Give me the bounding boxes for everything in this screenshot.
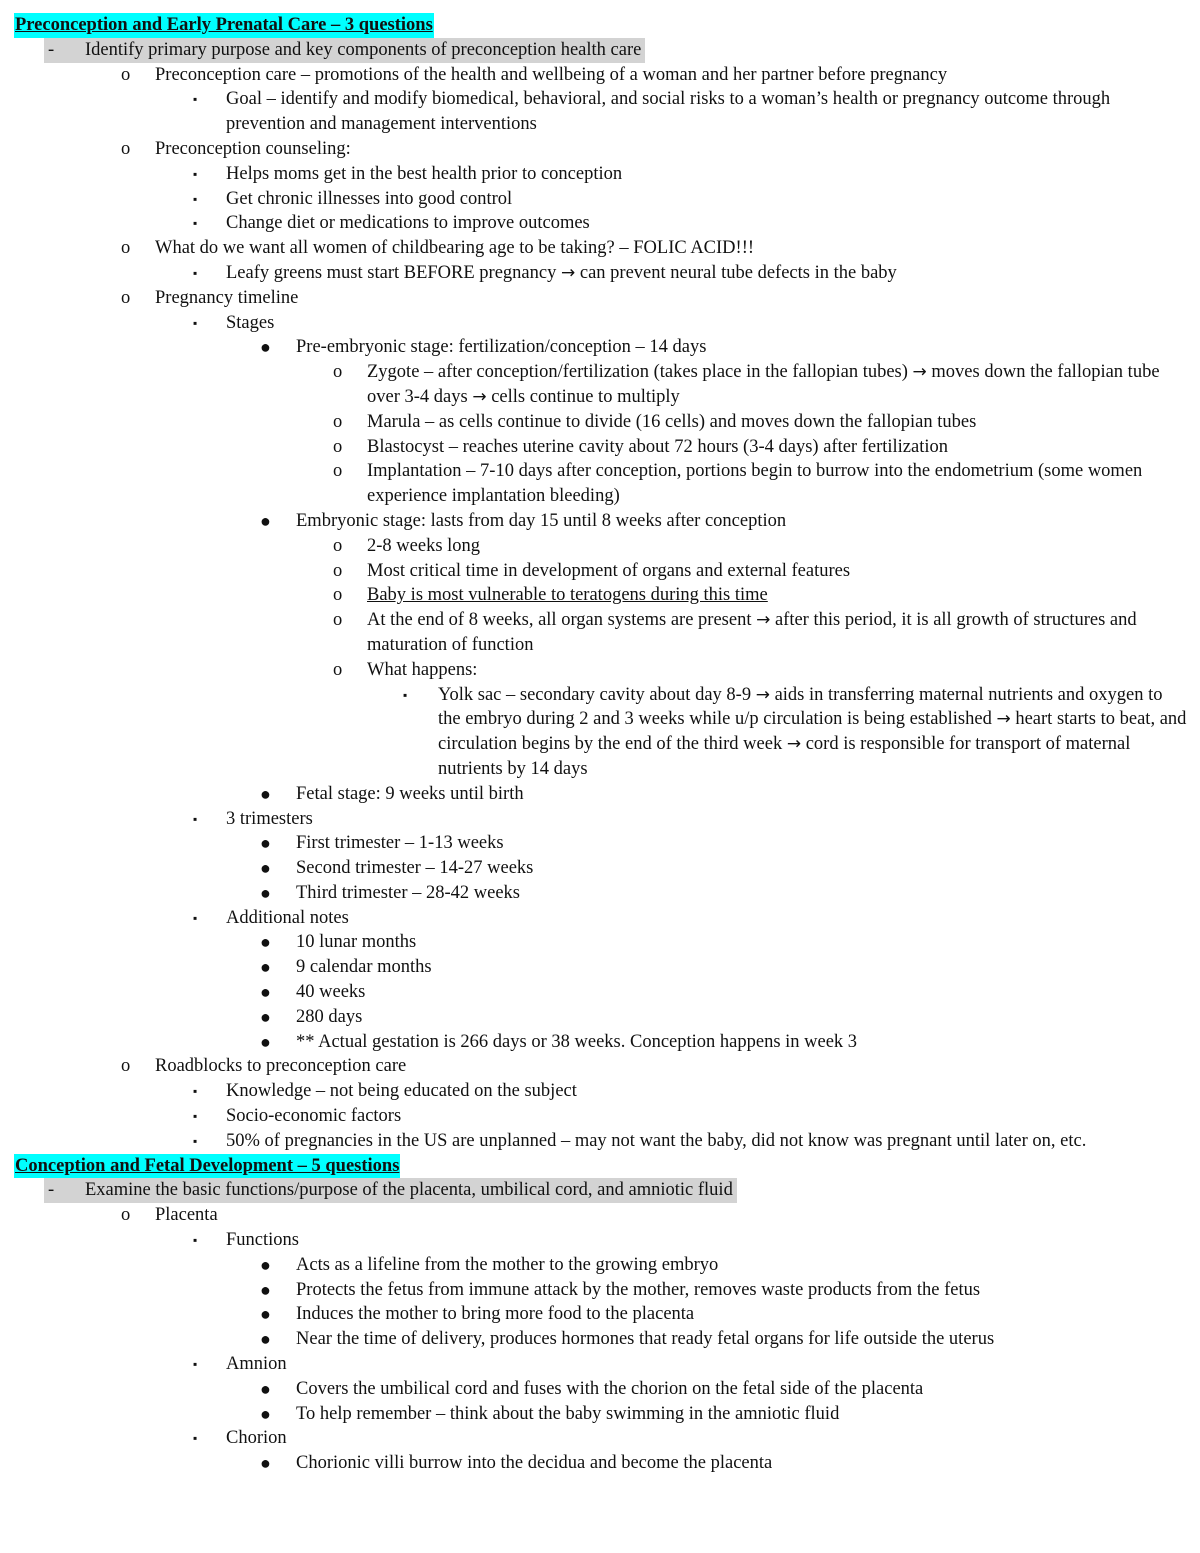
outline-item-level-4 — [0, 1302, 1188, 1327]
outline-item-text: Protects the fetus from immune attack by the mother, removes waste products from the fetus — [296, 1279, 981, 1300]
outline-item-level-5 — [0, 559, 1188, 584]
square-bullet-icon: ▪ — [193, 1431, 198, 1446]
learning-objective — [0, 1178, 1200, 1203]
dot-bullet-icon: ● — [260, 1279, 271, 1300]
outline-item-level-4 — [0, 509, 1188, 534]
outline-item-level-5 — [0, 583, 1188, 608]
outline-item-text: Blastocyst – reaches uterine cavity about 72 hours (3-4 days) after fertilization — [367, 436, 949, 457]
outline-item-level-4 — [0, 782, 1188, 807]
outline-item-text: 9 calendar months — [296, 957, 432, 978]
dot-bullet-icon: ● — [260, 833, 271, 854]
square-bullet-icon: ▪ — [193, 191, 198, 206]
outline-item-text: Additional notes — [226, 907, 349, 928]
arrow-right-icon: → — [755, 684, 770, 705]
outline-item-level-3 — [0, 261, 1188, 286]
dot-bullet-icon: ● — [260, 1304, 271, 1325]
outline-item-level-4 — [0, 930, 1188, 955]
circle-bullet-icon: o — [333, 659, 343, 680]
outline-item-level-3 — [0, 1104, 1188, 1129]
outline-item-text: Stages — [226, 312, 275, 333]
outline-item-text: Preconception care – promotions of the health and wellbeing of a woman and her partner before pregnancy — [155, 64, 948, 85]
outline-item-text: Third trimester – 28-42 weeks — [296, 882, 520, 903]
outline-item-level-2 — [0, 236, 1188, 261]
outline-item-level-2 — [0, 63, 1188, 88]
arrow-right-icon: → — [472, 386, 487, 407]
outline-item-text: 10 lunar months — [296, 932, 417, 953]
square-bullet-icon: ▪ — [193, 1357, 198, 1372]
square-bullet-icon: ▪ — [193, 1133, 198, 1148]
outline-item-text: At the end of 8 weeks, all organ systems are present → after this period, it is all growth of structures and maturation of function — [367, 610, 1137, 655]
outline-item-level-5 — [0, 658, 1188, 683]
outline-item-text: Pre-embryonic stage: fertilization/conception – 14 days — [296, 337, 707, 358]
outline-item-level-4 — [0, 1278, 1188, 1303]
outline-item-level-3 — [0, 807, 1188, 832]
outline-item-text: Leafy greens must start BEFORE pregnancy → can prevent neural tube defects in the baby — [226, 262, 897, 283]
outline-item-text: Yolk sac – secondary cavity about day 8-9 → aids in transferring maternal nutrients and oxygen to the embryo during 2 and 3 weeks while u/p circulation is being established → heart starts to beat, and circulation begins by the end of the third week → cord is responsible for transport of maternal nutrients by 14 days — [438, 684, 1187, 779]
square-bullet-icon: ▪ — [193, 265, 198, 280]
square-bullet-icon: ▪ — [193, 216, 198, 231]
circle-bullet-icon: o — [121, 287, 131, 308]
outline-item-level-4 — [0, 1402, 1188, 1427]
outline-item-level-5 — [0, 435, 1188, 460]
objective-label: Examine the basic functions/purpose of the placenta, umbilical cord, and amniotic fluid — [85, 1180, 733, 1201]
outline-item-level-4 — [0, 1253, 1188, 1278]
circle-bullet-icon: o — [333, 560, 343, 581]
outline-item-text: What happens: — [367, 659, 478, 680]
learning-objective-text — [44, 38, 645, 63]
outline-item-level-2 — [0, 286, 1188, 311]
outline-item-text: Chorion — [226, 1428, 287, 1449]
outline-item-text: Pregnancy timeline — [155, 287, 299, 308]
section-heading — [0, 13, 1200, 38]
outline-item-text: 2-8 weeks long — [367, 535, 481, 556]
outline-item-level-5 — [0, 534, 1188, 559]
outline-item-level-4 — [0, 1377, 1188, 1402]
dot-bullet-icon: ● — [260, 882, 271, 903]
square-bullet-icon: ▪ — [193, 1109, 198, 1124]
outline-item-level-4 — [0, 335, 1188, 360]
circle-bullet-icon: o — [121, 138, 131, 159]
outline-item-level-2 — [0, 137, 1188, 162]
square-bullet-icon: ▪ — [193, 166, 198, 181]
outline-item-text: What do we want all women of childbearing age to be taking? – FOLIC ACID!!! — [155, 238, 755, 259]
section-heading-text: Preconception and Early Prenatal Care – 3 questions — [14, 13, 434, 38]
outline-item-level-3 — [0, 87, 1188, 137]
section-heading-text: Conception and Fetal Development – 5 questions — [14, 1154, 400, 1179]
outline-item-text: Chorionic villi burrow into the decidua and become the placenta — [296, 1453, 773, 1474]
outline-item-level-4 — [0, 831, 1188, 856]
outline-item-text: Change diet or medications to improve outcomes — [226, 213, 590, 234]
circle-bullet-icon: o — [121, 1056, 131, 1077]
dot-bullet-icon: ● — [260, 1329, 271, 1350]
arrow-right-icon: → — [912, 362, 927, 383]
outline-item-text: Fetal stage: 9 weeks until birth — [296, 783, 524, 804]
circle-bullet-icon: o — [333, 610, 343, 631]
outline-item-level-3 — [0, 1079, 1188, 1104]
dot-bullet-icon: ● — [260, 1254, 271, 1275]
outline-item-level-4 — [0, 881, 1188, 906]
objective-label: Identify primary purpose and key components of preconception health care — [85, 39, 642, 60]
outline-item-text: Marula – as cells continue to divide (16 cells) and moves down the fallopian tubes — [367, 411, 977, 432]
outline-item-level-4 — [0, 1327, 1188, 1352]
outline-item-level-4 — [0, 856, 1188, 881]
outline-item-text: Near the time of delivery, produces hormones that ready fetal organs for life outside the uterus — [296, 1329, 995, 1350]
outline-item-text: Acts as a lifeline from the mother to the growing embryo — [296, 1254, 719, 1275]
outline-item-text: Baby is most vulnerable to teratogens during this time — [367, 585, 768, 606]
dot-bullet-icon: ● — [260, 858, 271, 879]
section-heading — [0, 1154, 1200, 1179]
dot-bullet-icon: ● — [260, 982, 271, 1003]
circle-bullet-icon: o — [333, 461, 343, 482]
circle-bullet-icon: o — [333, 362, 343, 383]
outline-item-text: 280 days — [296, 1006, 363, 1027]
outline-item-level-2 — [0, 1203, 1188, 1228]
outline-item-text: Roadblocks to preconception care — [155, 1056, 407, 1077]
dash-bullet-icon: - — [48, 1180, 55, 1201]
circle-bullet-icon: o — [333, 585, 343, 606]
dot-bullet-icon: ● — [260, 957, 271, 978]
outline-item-level-5 — [0, 410, 1188, 435]
circle-bullet-icon: o — [121, 64, 131, 85]
outline-item-text: Amnion — [226, 1354, 287, 1375]
outline-item-level-5 — [0, 608, 1188, 658]
outline-item-text: First trimester – 1-13 weeks — [296, 833, 504, 854]
outline-item-text: ** Actual gestation is 266 days or 38 weeks. Conception happens in week 3 — [296, 1031, 858, 1052]
outline-item-level-4 — [0, 1451, 1188, 1476]
outline-item-text: Zygote – after conception/fertilization (takes place in the fallopian tubes) → moves down the fallopian tube over 3-4 days → cells continue to multiply — [367, 362, 1160, 407]
outline-item-text: Implantation – 7-10 days after conception, portions begin to burrow into the endometrium (some women experience implantation bleeding) — [367, 461, 1143, 507]
outline-item-text: Covers the umbilical cord and fuses with the chorion on the fetal side of the placenta — [296, 1378, 924, 1399]
outline-item-text: Functions — [226, 1230, 299, 1251]
document-page — [0, 13, 1200, 1476]
circle-bullet-icon: o — [121, 238, 131, 259]
outline-item-level-3 — [0, 1352, 1188, 1377]
outline-item-level-4 — [0, 1030, 1188, 1055]
outline-item-text: Knowledge – not being educated on the subject — [226, 1081, 577, 1102]
outline-item-text: Helps moms get in the best health prior to conception — [226, 163, 623, 184]
outline-item-text: Goal – identify and modify biomedical, behavioral, and social risks to a woman’s health or pregnancy outcome through prevention and management interventions — [226, 89, 1111, 135]
outline-item-level-4 — [0, 955, 1188, 980]
outline-item-text: Get chronic illnesses into good control — [226, 188, 513, 209]
outline-item-level-3 — [0, 1426, 1188, 1451]
circle-bullet-icon: o — [333, 411, 343, 432]
learning-objective-text — [44, 1178, 737, 1203]
dot-bullet-icon: ● — [260, 1403, 271, 1424]
outline-item-level-3 — [0, 311, 1188, 336]
circle-bullet-icon: o — [121, 1205, 131, 1226]
outline-item-level-2 — [0, 1054, 1188, 1079]
outline-item-level-4 — [0, 1005, 1188, 1030]
outline-item-text: Induces the mother to bring more food to the placenta — [296, 1304, 695, 1325]
outline-item-level-5 — [0, 459, 1188, 509]
circle-bullet-icon: o — [333, 436, 343, 457]
outline-item-level-3 — [0, 906, 1188, 931]
square-bullet-icon: ▪ — [193, 811, 198, 826]
outline-item-text: Embryonic stage: lasts from day 15 until 8 weeks after conception — [296, 510, 787, 531]
dot-bullet-icon: ● — [260, 1031, 271, 1052]
outline-item-text: 3 trimesters — [226, 808, 313, 829]
outline-item-level-3 — [0, 162, 1188, 187]
outline-item-level-3 — [0, 1129, 1188, 1154]
square-bullet-icon: ▪ — [193, 1084, 198, 1099]
outline-item-level-3 — [0, 1228, 1188, 1253]
outline-item-text: Most critical time in development of organs and external features — [367, 560, 851, 581]
outline-item-text: Second trimester – 14-27 weeks — [296, 858, 534, 879]
outline-item-level-5 — [0, 360, 1188, 410]
outline-item-level-3 — [0, 187, 1188, 212]
dot-bullet-icon: ● — [260, 337, 271, 358]
arrow-right-icon: → — [996, 709, 1011, 730]
outline-item-text: 50% of pregnancies in the US are unplanned – may not want the baby, did not know was pregnant until later on, etc. — [226, 1130, 1087, 1151]
outline-item-text: Preconception counseling: — [155, 138, 351, 159]
arrow-right-icon: → — [756, 610, 771, 631]
square-bullet-icon: ▪ — [403, 687, 408, 702]
dot-bullet-icon: ● — [260, 1006, 271, 1027]
circle-bullet-icon: o — [333, 535, 343, 556]
dot-bullet-icon: ● — [260, 932, 271, 953]
outline-item-level-3 — [0, 211, 1188, 236]
dot-bullet-icon: ● — [260, 1378, 271, 1399]
outline-item-level-4 — [0, 980, 1188, 1005]
outline-item-text: 40 weeks — [296, 982, 366, 1003]
dot-bullet-icon: ● — [260, 1453, 271, 1474]
dash-bullet-icon: - — [48, 39, 55, 60]
square-bullet-icon: ▪ — [193, 910, 198, 925]
dot-bullet-icon: ● — [260, 783, 271, 804]
arrow-right-icon: → — [560, 262, 576, 283]
square-bullet-icon: ▪ — [193, 315, 198, 330]
dot-bullet-icon: ● — [260, 510, 271, 531]
learning-objective — [0, 38, 1200, 63]
square-bullet-icon: ▪ — [193, 92, 198, 107]
square-bullet-icon: ▪ — [193, 1233, 198, 1248]
outline-item-text: To help remember – think about the baby swimming in the amniotic fluid — [296, 1403, 840, 1424]
outline-item-level-6 — [0, 683, 1188, 782]
arrow-right-icon: → — [786, 734, 802, 755]
outline-item-text: Placenta — [155, 1205, 218, 1226]
outline-item-text: Socio-economic factors — [226, 1106, 402, 1127]
